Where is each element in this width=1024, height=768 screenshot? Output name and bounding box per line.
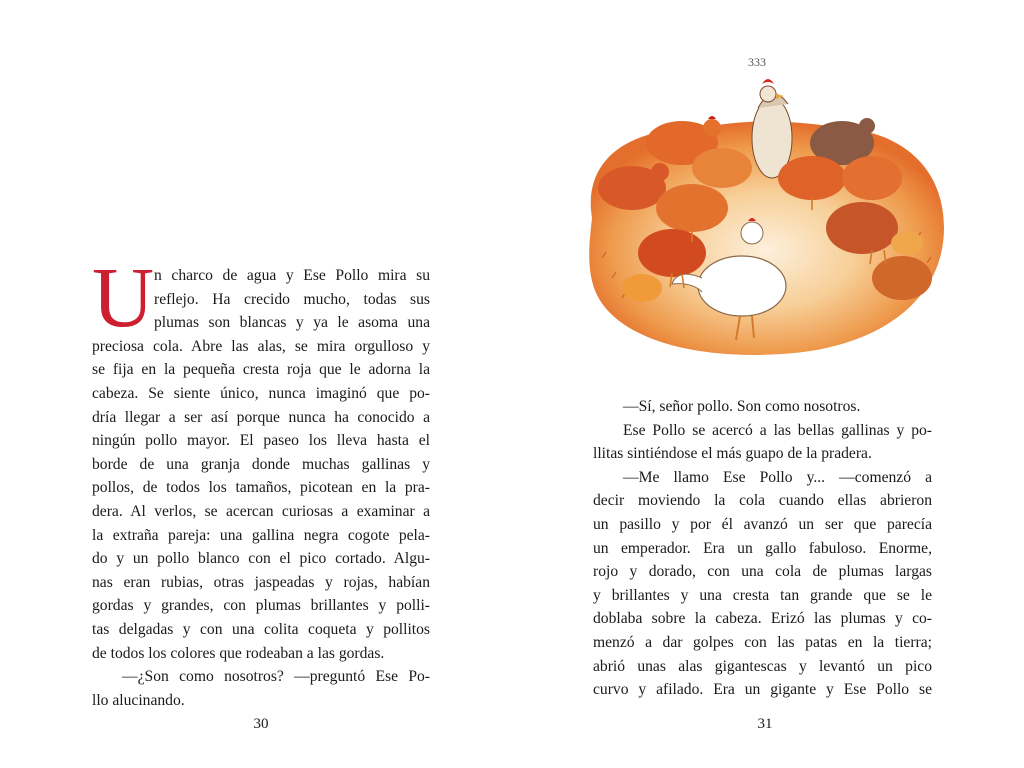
- right-body-text: [593, 395, 932, 702]
- text-line: un emperador. Era un gallo fabuloso. Enorme,: [593, 539, 932, 557]
- text-line: borde de una granja donde muchas gallinas y: [92, 455, 430, 473]
- text-line: tas delgadas y con una colita coqueta y pollitos: [92, 620, 430, 638]
- text-line: n charco de agua y Ese Pollo mira su: [154, 267, 430, 284]
- text-line: la extraña pareja: una gallina negra cogote pela-: [92, 526, 430, 544]
- svg-text:333: 333: [748, 55, 766, 69]
- left-body-text: [92, 249, 430, 712]
- text-line: de todos los colores que rodeaban a las gordas.: [92, 644, 385, 662]
- text-line: doblaba sobre la cabeza. Erizó las plumas y co-: [593, 610, 932, 628]
- page-number-left: 30: [253, 716, 269, 732]
- page-number-right: 31: [757, 716, 773, 732]
- chickens-illustration: [572, 48, 952, 366]
- text-line: Ese Pollo se acercó a las bellas gallinas y po-: [623, 421, 932, 439]
- text-line: y brillantes y una cresta tan grande que se le: [593, 586, 932, 604]
- text-line: dera. Al verlos, se acercan curiosas a examinar a: [92, 502, 430, 520]
- text-line: rojo y dorado, con una cola de plumas largas: [593, 563, 932, 581]
- text-line: curvo y afilado. Era un gigante y Ese Pollo se: [593, 681, 932, 699]
- drop-cap: U: [92, 249, 155, 345]
- text-line: —¿Son como nosotros? —preguntó Ese Po-: [122, 668, 430, 686]
- text-line: —Me llamo Ese Pollo y... —comenzó a: [623, 468, 932, 486]
- text-line: plumas son blancas y ya le asoma una: [154, 314, 430, 332]
- text-line: ningún pollo mayor. El paseo los lleva hasta el: [92, 432, 430, 450]
- text-line: —Sí, señor pollo. Son como nosotros.: [623, 398, 861, 415]
- text-line: llo alucinando.: [92, 691, 185, 709]
- text-line: decir moviendo la cola cuando ellas abrieron: [593, 492, 932, 510]
- text-line: reflejo. Ha crecido mucho, todas sus: [154, 290, 430, 308]
- text-line: nas eran rubias, otras jaspeadas y rojas, habían: [92, 573, 430, 591]
- text-line: llitas sintiéndose el más guapo de la pradera.: [593, 445, 872, 463]
- text-line: se fija en la pequeña cresta roja que le adorna la: [92, 361, 430, 379]
- text-line: gordas y grandes, con plumas brillantes y polli-: [92, 597, 430, 615]
- text-line: menzó a dar golpes con las patas en la tierra;: [593, 633, 932, 651]
- text-line: do y un pollo blanco con el pico cortado. Algu-: [92, 550, 430, 568]
- text-line: abrió unas alas gigantescas y levantó un pico: [593, 657, 932, 675]
- text-line: dría llegar a ser así porque nunca ha conocido a: [92, 408, 430, 426]
- text-line: pollos, de todos los tamaños, picotean en la pra-: [92, 479, 430, 497]
- text-line: cabeza. Se siente único, nunca imaginó que po-: [92, 384, 430, 402]
- rooster: [748, 55, 792, 178]
- text-line: preciosa cola. Abre las alas, se mira orgulloso y: [92, 337, 430, 355]
- text-line: un pasillo y por él avanzó un ser que parecía: [593, 515, 932, 533]
